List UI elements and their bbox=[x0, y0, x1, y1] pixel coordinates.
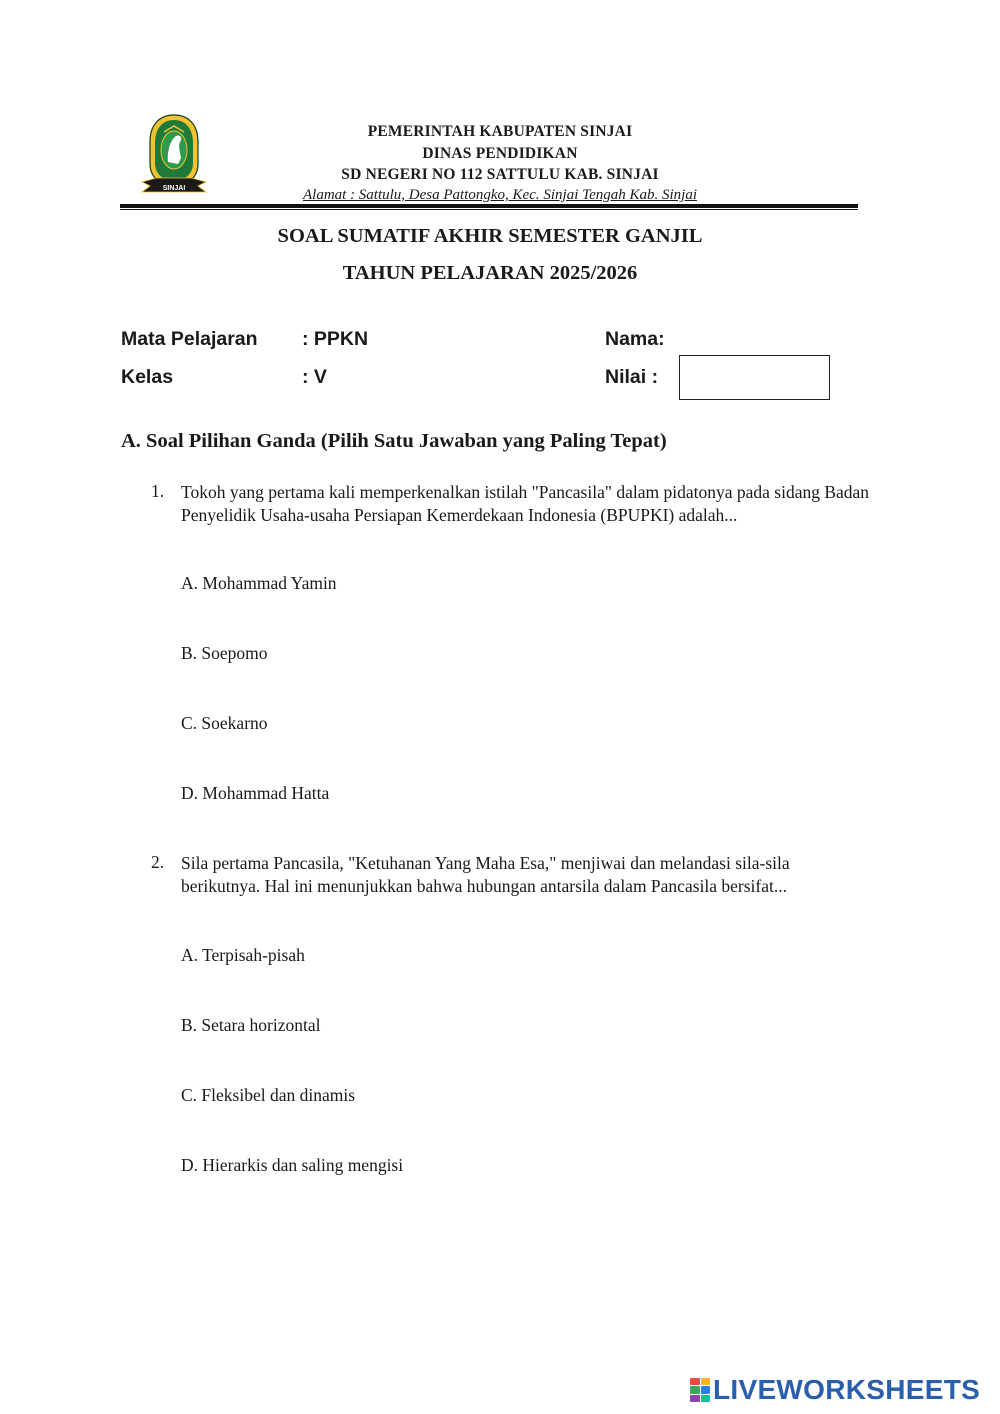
answer-option[interactable]: A. Terpisah-pisah bbox=[181, 945, 305, 965]
logo-block bbox=[690, 1378, 700, 1385]
sinjai-emblem-logo bbox=[140, 112, 208, 198]
score-label: Nilai : bbox=[605, 366, 659, 388]
letterhead-government: PEMERINTAH KABUPATEN SINJAI bbox=[367, 123, 633, 140]
question-number: 2. bbox=[151, 852, 165, 872]
answer-option[interactable]: C. Fleksibel dan dinamis bbox=[181, 1085, 356, 1105]
liveworksheets-logo-icon bbox=[690, 1378, 710, 1402]
exam-title: SOAL SUMATIF AKHIR SEMESTER GANJIL bbox=[277, 225, 703, 247]
academic-year: TAHUN PELAJARAN 2025/2026 bbox=[342, 262, 638, 284]
answer-option[interactable]: A. Mohammad Yamin bbox=[181, 573, 337, 593]
emblem-ribbon-label: SINJAI bbox=[162, 185, 186, 192]
answer-option[interactable]: B. Soepomo bbox=[181, 643, 268, 663]
letterhead-department: DINAS PENDIDIKAN bbox=[422, 145, 578, 162]
question-text: Tokoh yang pertama kali memperkenalkan istilah "Pancasila" dalam pidatonya pada sidang Badan Penyelidik Usaha-usaha Persiapan Kemerdekaan Indonesia (BPUPKI) adalah... bbox=[181, 482, 870, 525]
answer-option[interactable]: C. Soekarno bbox=[181, 713, 268, 733]
class-value: : V bbox=[302, 366, 327, 388]
subject-label: Mata Pelajaran bbox=[121, 328, 258, 350]
answer-option[interactable]: D. Hierarkis dan saling mengisi bbox=[181, 1155, 404, 1175]
answer-option[interactable]: D. Mohammad Hatta bbox=[181, 783, 330, 803]
logo-block bbox=[690, 1386, 700, 1393]
subject-value: : PPKN bbox=[302, 328, 369, 350]
score-input-box[interactable] bbox=[679, 355, 830, 400]
logo-block bbox=[701, 1395, 711, 1402]
question-number: 1. bbox=[151, 481, 165, 501]
letterhead-divider-thin bbox=[120, 209, 858, 210]
answer-option[interactable]: B. Setara horizontal bbox=[181, 1015, 321, 1035]
class-label: Kelas bbox=[121, 366, 174, 388]
letterhead-divider bbox=[120, 204, 858, 208]
logo-block bbox=[701, 1378, 711, 1385]
liveworksheets-wordmark: LIVEWORKSHEETS bbox=[713, 1374, 981, 1405]
liveworksheets-watermark bbox=[690, 1373, 980, 1407]
logo-block bbox=[690, 1395, 700, 1402]
name-label: Nama: bbox=[605, 328, 665, 350]
question-text: Sila pertama Pancasila, "Ketuhanan Yang Maha Esa," menjiwai dan melandasi sila-sila berikutnya. Hal ini menunjukkan bahwa hubungan antarsila dalam Pancasila bersifat... bbox=[181, 853, 790, 896]
logo-block bbox=[701, 1386, 711, 1393]
letterhead-school: SD NEGERI NO 112 SATTULU KAB. SINJAI bbox=[341, 166, 659, 183]
letterhead-address: Alamat : Sattulu, Desa Pattongko, Kec. Sinjai Tengah Kab. Sinjai bbox=[302, 187, 697, 203]
section-a-heading: A. Soal Pilihan Ganda (Pilih Satu Jawaban yang Paling Tepat) bbox=[121, 430, 667, 452]
